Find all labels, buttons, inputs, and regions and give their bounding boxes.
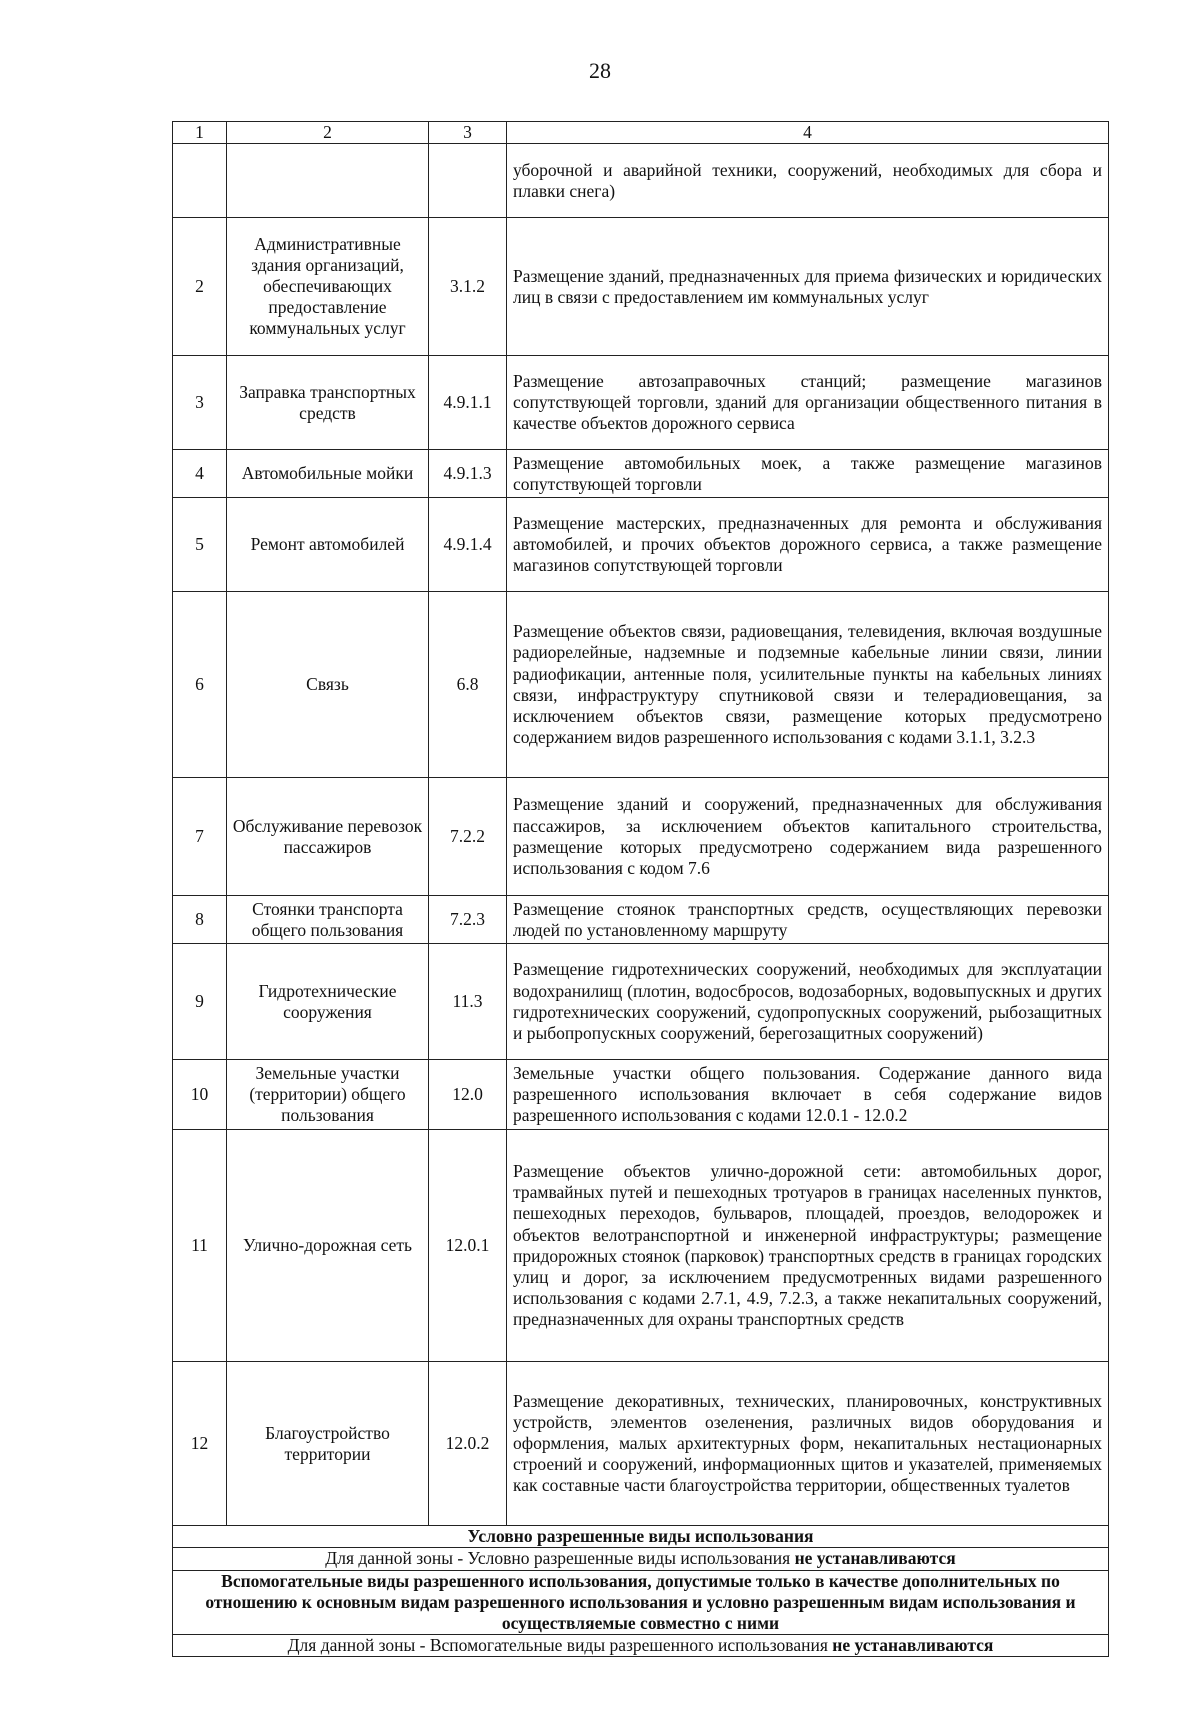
continuation-description: уборочной и аварийной техники, сооружений, необходимых для сбора и плавки снега) (507, 144, 1109, 218)
continuation-row (173, 144, 1109, 218)
table-row (173, 1060, 1109, 1130)
use-type-description: Размещение стоянок транспортных средств, осуществляющих перевозки людей по установленному маршруту (507, 896, 1109, 944)
page-number: 28 (589, 58, 611, 83)
table-row (173, 778, 1109, 896)
conditional-uses-heading: Условно разрешенные виды использования (173, 1526, 1109, 1548)
continuation-num-cell (173, 144, 227, 218)
use-type-description: Размещение объектов улично-дорожной сети: автомобильных дорог, трамвайных путей и пешеходных тротуаров в границах населенных пунктов, пешеходных переходов, бульваров, площадей, проездов, велодорожек и объектов велотранспортной и инженерной инфраструктуры; размещение придорожных стоянок (парковок) транспортных средств в границах городских улиц и дорог, за исключением предусмотренных видами разрешенного использования с кодами 2.7.1, 4.9, 7.2.3, а также некапитальных сооружений, предназначенных для охраны транспортных средств (507, 1130, 1109, 1362)
conditional-uses-heading-row (173, 1526, 1109, 1548)
row-number: 10 (173, 1060, 227, 1130)
row-number: 8 (173, 896, 227, 944)
table-row (173, 896, 1109, 944)
use-type-code: 4.9.1.3 (429, 450, 507, 498)
row-number: 5 (173, 498, 227, 592)
use-type-code: 12.0 (429, 1060, 507, 1130)
column-number-header-row (173, 122, 1109, 144)
table-row (173, 450, 1109, 498)
row-number: 11 (173, 1130, 227, 1362)
auxiliary-note-emphasis: не устанавливаются (832, 1635, 994, 1656)
use-type-code: 7.2.3 (429, 896, 507, 944)
use-type-code: 11.3 (429, 944, 507, 1060)
row-number: 7 (173, 778, 227, 896)
use-type-name: Административные здания организаций, обеспечивающих предоставление коммунальных услуг (227, 218, 429, 356)
use-type-name: Стоянки транспорта общего пользования (227, 896, 429, 944)
conditional-uses-note-row (173, 1548, 1109, 1570)
conditional-note-text: Для данной зоны - Условно разрешенные виды использования (325, 1548, 795, 1569)
use-type-code: 4.9.1.1 (429, 356, 507, 450)
column-2-header: 2 (227, 122, 429, 144)
use-type-description: Размещение декоративных, технических, планировочных, конструктивных устройств, элементов озеленения, различных видов оборудования и оформления, малых архитектурных форм, некапитальных нестационарных строений и сооружений, информационных щитов и указателей, применяемых как составные части благоустройства территории, общественных туалетов (507, 1362, 1109, 1526)
use-type-description: Размещение автозаправочных станций; размещение магазинов сопутствующей торговли, зданий для организации общественного питания в качестве объектов дорожного сервиса (507, 356, 1109, 450)
row-number: 6 (173, 592, 227, 778)
auxiliary-uses-note (173, 1635, 1109, 1657)
table-row (173, 356, 1109, 450)
use-type-name: Благоустройство территории (227, 1362, 429, 1526)
use-type-code: 3.1.2 (429, 218, 507, 356)
table-row (173, 498, 1109, 592)
auxiliary-uses-heading-row (173, 1570, 1109, 1635)
row-number: 2 (173, 218, 227, 356)
auxiliary-uses-note-row (173, 1635, 1109, 1657)
use-type-name: Гидротехнические сооружения (227, 944, 429, 1060)
conditional-note-emphasis: не устанавливаются (794, 1548, 956, 1569)
table-row (173, 218, 1109, 356)
use-type-code: 7.2.2 (429, 778, 507, 896)
auxiliary-uses-heading: Вспомогательные виды разрешенного использования, допустимые только в качестве дополнительных по отношению к основным видам разрешенного использования и условно разрешенным видам использования и осуществляемые совместно с ними (173, 1570, 1109, 1635)
use-type-name: Улично-дорожная сеть (227, 1130, 429, 1362)
use-type-code: 12.0.1 (429, 1130, 507, 1362)
use-type-name: Автомобильные мойки (227, 450, 429, 498)
use-type-code: 12.0.2 (429, 1362, 507, 1526)
use-type-description: Размещение объектов связи, радиовещания, телевидения, включая воздушные радиорелейные, надземные и подземные кабельные линии связи, линии радиофикации, антенные поля, усилительные пункты на кабельных линиях связи, инфраструктуру спутниковой связи и телерадиовещания, за исключением объектов связи, размещение которых предусмотрено содержанием видов разрешенного использования с кодами 3.1.1, 3.2.3 (507, 592, 1109, 778)
row-number: 12 (173, 1362, 227, 1526)
use-type-code: 6.8 (429, 592, 507, 778)
use-type-description: Размещение гидротехнических сооружений, необходимых для эксплуатации водохранилищ (плотин, водосбросов, водозаборных, водовыпускных и других гидротехнических сооружений, судопропускных сооружений, рыбозащитных и рыбопропускных сооружений, берегозащитных сооружений) (507, 944, 1109, 1060)
use-type-name: Ремонт автомобилей (227, 498, 429, 592)
continuation-name-cell (227, 144, 429, 218)
row-number: 3 (173, 356, 227, 450)
land-use-table (172, 121, 1109, 1657)
use-type-description: Земельные участки общего пользования. Содержание данного вида разрешенного использования включает в себя содержание видов разрешенного использования с кодами 12.0.1 - 12.0.2 (507, 1060, 1109, 1130)
column-4-header: 4 (507, 122, 1109, 144)
use-type-description: Размещение зданий и сооружений, предназначенных для обслуживания пассажиров, за исключением объектов капитального строительства, размещение которых предусмотрено содержанием вида разрешенного использования с кодом 7.6 (507, 778, 1109, 896)
use-type-name: Связь (227, 592, 429, 778)
use-type-description: Размещение автомобильных моек, а также размещение магазинов сопутствующей торговли (507, 450, 1109, 498)
table-row (173, 1130, 1109, 1362)
table-row (173, 944, 1109, 1060)
column-3-header: 3 (429, 122, 507, 144)
continuation-code-cell (429, 144, 507, 218)
row-number: 4 (173, 450, 227, 498)
auxiliary-note-text: Для данной зоны - Вспомогательные виды разрешенного использования (287, 1635, 833, 1656)
row-number: 9 (173, 944, 227, 1060)
use-type-description: Размещение мастерских, предназначенных для ремонта и обслуживания автомобилей, и прочих объектов дорожного сервиса, а также размещение магазинов сопутствующей торговли (507, 498, 1109, 592)
column-1-header: 1 (173, 122, 227, 144)
table-row (173, 592, 1109, 778)
table-row (173, 1362, 1109, 1526)
use-type-name: Обслуживание перевозок пассажиров (227, 778, 429, 896)
use-type-description: Размещение зданий, предназначенных для приема физических и юридических лиц в связи с предоставлением им коммунальных услуг (507, 218, 1109, 356)
conditional-uses-note (173, 1548, 1109, 1570)
use-type-name: Земельные участки (территории) общего пользования (227, 1060, 429, 1130)
use-type-name: Заправка транспортных средств (227, 356, 429, 450)
use-type-code: 4.9.1.4 (429, 498, 507, 592)
